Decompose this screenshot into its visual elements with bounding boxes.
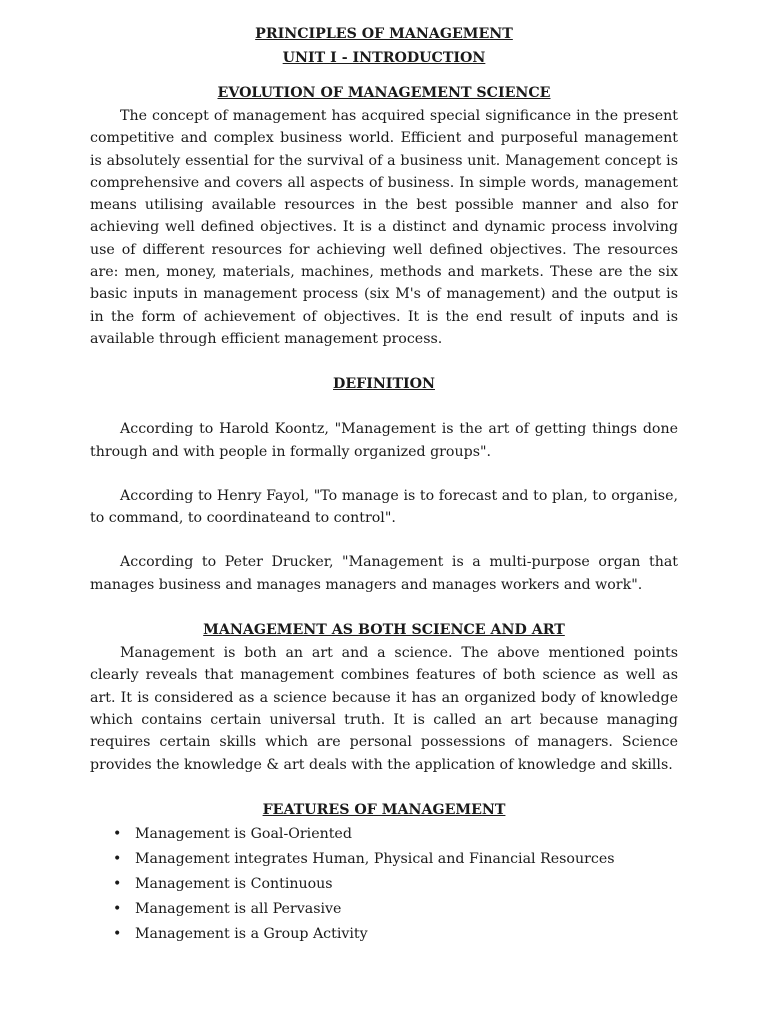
list-item — [90, 897, 678, 922]
science-art-heading: MANAGEMENT AS BOTH SCIENCE AND ART — [203, 622, 565, 639]
document-title: PRINCIPLES OF MANAGEMENT — [255, 26, 513, 42]
definition-fayol: According to Henry Fayol, "To manage is to forecast and to plan, to organise, to command, to coordinateand to control". — [90, 487, 678, 527]
list-item — [90, 922, 678, 947]
feature-text: Management is Goal-Oriented — [135, 825, 352, 842]
definition-heading: DEFINITION — [333, 376, 435, 393]
feature-text: Management integrates Human, Physical and Financial Resources — [135, 850, 615, 867]
evolution-paragraph: The concept of management has acquired special significance in the present competitive and complex business world. Efficient and purposeful management is absolutely essential for the survival of a business unit. Management concept is comprehensive and covers all aspects of business. In simple words, management means utilising available resources in the best possible manner and also for achieving well defined objectives. It is a distinct and dynamic process involving use of different resources for achieving well defined objectives. The resources are: men, money, materials, machines, methods and markets. These are the six basic inputs in management process (six M's of management) and the output is in the form of achievement of objectives. It is the end result of inputs and is available through efficient management process. — [90, 108, 678, 347]
unit-title: UNIT I - INTRODUCTION — [282, 50, 486, 66]
bullet-icon: • — [113, 875, 122, 892]
bullet-icon: • — [113, 900, 122, 917]
feature-text: Management is all Pervasive — [135, 900, 342, 917]
features-list — [90, 822, 678, 947]
document-page — [90, 22, 678, 947]
feature-text: Management is Continuous — [135, 875, 333, 892]
evolution-heading: EVOLUTION OF MANAGEMENT SCIENCE — [217, 85, 551, 101]
definition-koontz: According to Harold Koontz, "Management is the art of getting things done through and with people in formally organized groups". — [90, 421, 678, 460]
list-item — [90, 872, 678, 897]
science-art-paragraph: Management is both an art and a science. The above mentioned points clearly reveals that management combines features of both science as well as art. It is considered as a science because it has an organized body of knowledge which contains certain universal truth. It is called an art because managing requires certain skills which are personal possessions of managers. Science provides the knowledge & art deals with the application of knowledge and skills. — [90, 645, 678, 773]
bullet-icon: • — [113, 850, 122, 867]
feature-text: Management is a Group Activity — [135, 925, 368, 942]
list-item — [90, 822, 678, 847]
list-item — [90, 847, 678, 872]
features-heading: FEATURES OF MANAGEMENT — [262, 801, 506, 818]
bullet-icon: • — [113, 925, 122, 942]
definition-drucker: According to Peter Drucker, "Management is a multi-purpose organ that manages business and manages managers and manages workers and work". — [90, 554, 678, 593]
bullet-icon: • — [113, 825, 122, 842]
